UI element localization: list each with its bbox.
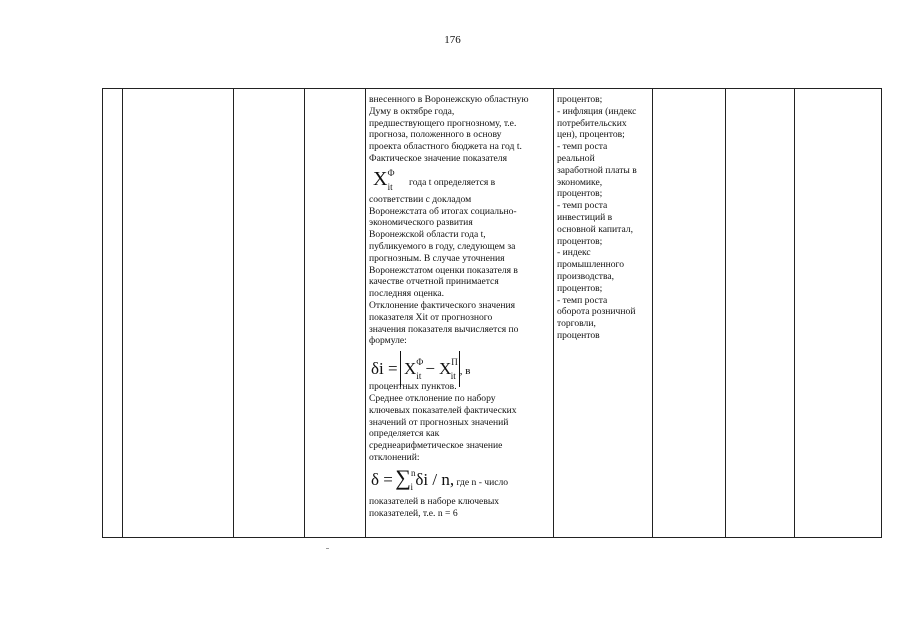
text-line: предшествующего прогнозному, т.е. <box>369 117 517 129</box>
methodology-text-4 <box>369 496 553 520</box>
document-table <box>102 88 882 538</box>
scan-artifact <box>326 548 329 549</box>
text-line: значения показателя вычисляется по <box>369 323 519 335</box>
text-line: последняя оценка. <box>369 288 445 300</box>
indicator-line: - индекс <box>557 247 591 259</box>
column-border <box>652 88 653 538</box>
text-line: прогнозным. В случае уточнения <box>369 252 505 264</box>
methodology-cell <box>369 94 553 519</box>
text-line: процентных пунктов. <box>369 381 457 393</box>
formula-superscript: Ф <box>387 167 395 178</box>
formula-average-deviation <box>371 464 553 494</box>
formula-symbol: X <box>439 359 452 379</box>
formula-actual-value <box>373 168 553 192</box>
indicator-line: - темп роста <box>557 141 608 153</box>
table-bottom-border <box>102 537 882 538</box>
text-line: показателей в наборе ключевых <box>369 495 500 507</box>
indicator-line: цен), процентов; <box>557 129 625 141</box>
text-line: определяется как <box>369 428 440 440</box>
formula-subscript: it <box>387 181 393 192</box>
indicator-line: промышленного <box>557 259 625 271</box>
indicator-line: экономике, <box>557 176 603 188</box>
indicator-line: основной капитал, <box>557 223 633 235</box>
formula-subscript: i <box>410 481 413 492</box>
formula-superscript: Ф <box>416 357 424 368</box>
indicator-line: процентов; <box>557 94 603 105</box>
text-line: показателя Xit от прогнозного <box>369 311 493 323</box>
formula-symbol: X <box>403 359 417 379</box>
formula-subscript: it <box>416 371 422 382</box>
formula-symbol: X <box>373 167 388 190</box>
formula-body: δi / n, <box>415 469 455 489</box>
formula-minus: − <box>425 359 435 379</box>
indicator-line: - инфляция (индекс <box>557 105 637 117</box>
sum-symbol: ∑ <box>395 464 411 490</box>
text-line: Думу в октябре года, <box>369 105 455 117</box>
page-number: 176 <box>444 34 461 46</box>
text-line: среднеарифметическое значение <box>369 440 503 452</box>
text-line: Фактическое значение показателя <box>369 152 507 164</box>
column-border <box>122 88 123 538</box>
column-border <box>233 88 234 538</box>
text-line: Воронежстатом оценки показателя в <box>369 264 518 276</box>
column-border <box>794 88 795 538</box>
indicator-line: инвестиций в <box>557 211 613 223</box>
indicator-line: процентов <box>557 329 600 341</box>
table-top-border <box>102 88 882 89</box>
text-line: Воронежской области года t, <box>369 229 486 241</box>
column-border <box>725 88 726 538</box>
text-line: публикуемого в году, следующем за <box>369 240 516 252</box>
indicator-line: процентов; <box>557 282 603 294</box>
methodology-text-1 <box>369 94 553 165</box>
text-line: показателей, т.е. n = 6 <box>369 507 458 519</box>
indicator-line: процентов; <box>557 188 603 200</box>
text-line: Воронежстата об итогах социально- <box>369 205 517 217</box>
formula-superscript: П <box>451 357 458 368</box>
methodology-text-3 <box>369 381 553 464</box>
text-line: отклонений: <box>369 451 420 463</box>
column-border <box>102 88 103 538</box>
column-border <box>304 88 305 538</box>
indicator-line: процентов; <box>557 235 603 247</box>
indicator-line: - темп роста <box>557 294 608 306</box>
text-line: качестве отчетной принимается <box>369 276 499 288</box>
column-border <box>881 88 882 538</box>
column-border <box>553 88 554 538</box>
formula-trailing-text: где n - число <box>456 476 509 488</box>
formula-lhs: δ = <box>371 469 393 489</box>
indicator-line: реальной <box>557 152 595 164</box>
formula-trailing-text: года t определяется в <box>409 176 496 188</box>
column-border <box>365 88 366 538</box>
formula-lhs: δi = <box>371 359 398 379</box>
formula-trailing-text: , в <box>459 365 471 378</box>
indicator-line: заработной платы в <box>557 164 637 176</box>
indicator-line: оборота розничной <box>557 306 636 318</box>
indicator-line: производства, <box>557 270 615 282</box>
formula-subscript: it <box>450 371 456 382</box>
text-line: Среднее отклонение по набору <box>369 392 496 404</box>
text-line: проекта областного бюджета на год t. <box>369 141 522 153</box>
text-line: ключевых показателей фактических <box>369 404 517 416</box>
text-line: внесенного в Воронежскую областную <box>369 94 529 105</box>
text-line: прогноза, положенного в основу <box>369 129 502 141</box>
text-line: значений от прогнозных значений <box>369 416 509 428</box>
formula-deviation <box>371 351 553 382</box>
text-line: Отклонение фактического значения <box>369 299 516 311</box>
text-line: формуле: <box>369 335 407 347</box>
methodology-text-2 <box>369 194 553 347</box>
indicator-line: потребительских <box>557 117 627 129</box>
text-line: экономического развития <box>369 217 473 229</box>
text-line: соответствии с докладом <box>369 193 472 205</box>
formula-superscript: n <box>410 467 416 478</box>
indicator-line: - темп роста <box>557 200 608 212</box>
indicators-cell <box>557 94 652 342</box>
indicator-line: торговли, <box>557 318 596 330</box>
